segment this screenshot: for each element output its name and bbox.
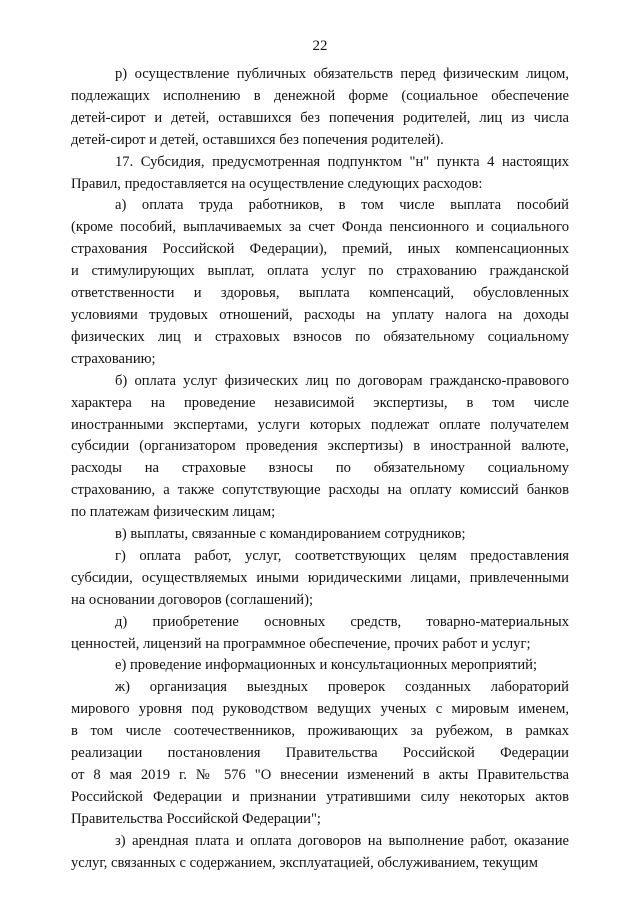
text-line: д) приобретение основных средств, товарно-материальных bbox=[115, 613, 569, 630]
text-line: Правительства Российской Федерации"; bbox=[71, 810, 321, 827]
paragraph-p-r bbox=[71, 64, 569, 152]
paragraph-p-d bbox=[71, 612, 569, 656]
text-line: р) осуществление публичных обязательств перед физическим лицом, bbox=[115, 66, 569, 82]
text-line: б) оплата услуг физических лиц по договорам гражданско-правового bbox=[115, 372, 569, 389]
text-line: мирового уровня под руководством ведущих ученых с мировым именем, bbox=[71, 701, 569, 718]
paragraph-p-z bbox=[71, 831, 569, 875]
text-line: характера на проведение независимой экспертизы, в том числе bbox=[71, 394, 569, 411]
paragraph-p-b bbox=[71, 371, 569, 524]
text-line: иностранными экспертами, услуги которых подлежат оплате получателем bbox=[71, 416, 569, 433]
text-line: страхованию; bbox=[71, 350, 156, 367]
text-line: г) оплата работ, услуг, соответствующих целям предоставления bbox=[115, 547, 569, 564]
text-line: субсидии (организатором проведения экспертизы) в иностранной валюте, bbox=[71, 438, 569, 455]
paragraph-p-17 bbox=[71, 152, 569, 196]
page-number: 22 bbox=[312, 38, 328, 54]
text-line: ценностей, лицензий на программное обеспечение, прочих работ и услуг; bbox=[71, 635, 531, 652]
text-line: реализации постановления Правительства Российской Федерации bbox=[71, 745, 569, 762]
text-line: (кроме пособий, выплачиваемых за счет Фонда пенсионного и социального bbox=[71, 219, 569, 236]
text-line: условиями трудовых отношений, расходы на уплату налога на доходы bbox=[71, 306, 569, 323]
paragraph-p-v bbox=[71, 524, 569, 546]
text-line: субсидии, осуществляемых иными юридическими лицами, привлеченными bbox=[71, 569, 569, 586]
text-line: Правил, предоставляется на осуществление следующих расходов: bbox=[71, 175, 483, 192]
text-line: от 8 мая 2019 г. № 576 "О внесении изменений в акты Правительства bbox=[71, 767, 569, 783]
text-line: в) выплаты, связанные с командированием сотрудников; bbox=[115, 526, 466, 543]
paragraph-p-a bbox=[71, 195, 569, 370]
text-line: и стимулирующих выплат, оплата услуг по страхованию гражданской bbox=[71, 263, 569, 280]
text-line: з) арендная плата и оплата договоров на выполнение работ, оказание bbox=[115, 832, 569, 849]
text-line: физических лиц и страховых взносов по обязательному социальному bbox=[71, 328, 569, 345]
text-line: детей-сирот и детей, оставшихся без попечения родителей). bbox=[71, 131, 444, 148]
text-line: в том числе соотечественников, проживающих за рубежом, в рамках bbox=[71, 723, 569, 740]
text-line: расходы на страховые взносы по обязательному социальному bbox=[71, 460, 569, 477]
text-line: на основании договоров (соглашений); bbox=[71, 591, 313, 608]
text-line: страхования Российской Федерации), премий, иных компенсационных bbox=[71, 241, 569, 258]
text-line: подлежащих исполнению в денежной форме (социальное обеспечение bbox=[71, 87, 569, 104]
text-line: по платежам физическим лицам; bbox=[71, 504, 276, 521]
document-body bbox=[71, 64, 569, 875]
paragraph-p-g bbox=[71, 546, 569, 612]
text-line: ответственности и здоровья, выплата компенсаций, обусловленных bbox=[71, 285, 569, 302]
text-line: ж) организация выездных проверок созданных лабораторий bbox=[115, 679, 569, 696]
paragraph-p-zh bbox=[71, 677, 569, 830]
text-line: е) проведение информационных и консультационных мероприятий; bbox=[115, 657, 538, 674]
paragraph-p-e bbox=[71, 655, 569, 677]
text-line: услуг, связанных с содержанием, эксплуатацией, обслуживанием, текущим bbox=[71, 854, 538, 871]
text-line: 17. Субсидия, предусмотренная подпунктом "н" пункта 4 настоящих bbox=[115, 153, 569, 170]
text-line: а) оплата труда работников, в том числе выплата пособий bbox=[115, 197, 569, 214]
text-line: страхованию, а также сопутствующие расходы на оплату комиссий банков bbox=[71, 482, 569, 499]
text-line: Российской Федерации и признании утратившими силу некоторых актов bbox=[71, 788, 569, 805]
text-line: детей-сирот и детей, оставшихся без попечения родителей, лиц из числа bbox=[71, 109, 569, 126]
